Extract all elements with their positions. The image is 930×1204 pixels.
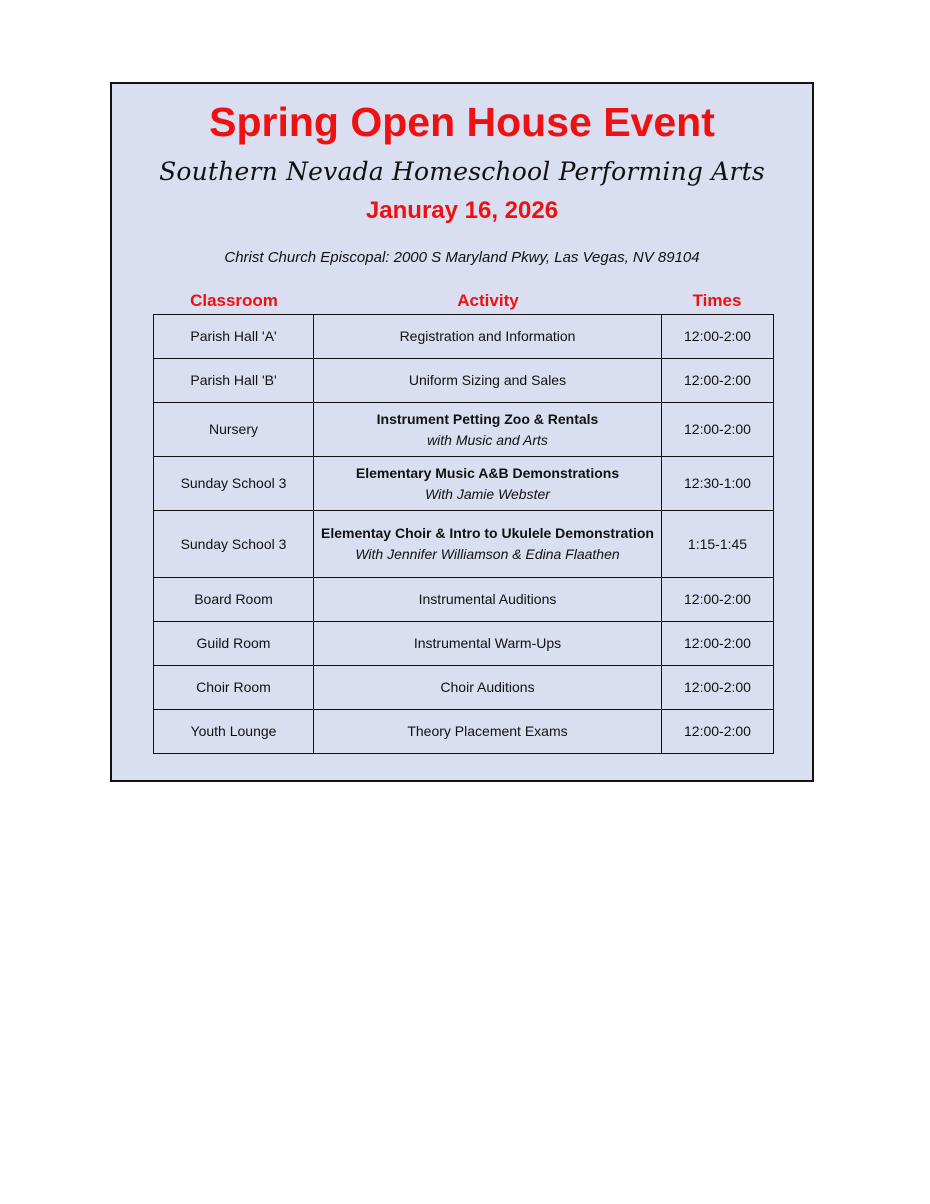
activity-label: Instrumental Auditions [418, 591, 557, 607]
time-cell: 12:00-2:00 [662, 710, 774, 754]
time-cell: 12:00-2:00 [662, 666, 774, 710]
classroom-cell: Choir Room [154, 666, 314, 710]
classroom-cell: Parish Hall 'A' [154, 315, 314, 359]
time-cell: 12:00-2:00 [662, 359, 774, 403]
header-classroom: Classroom [190, 291, 278, 310]
table-row [154, 666, 774, 710]
classroom-cell: Guild Room [154, 622, 314, 666]
table-row [154, 511, 774, 578]
activity-label: Uniform Sizing and Sales [408, 372, 567, 388]
classroom-cell: Youth Lounge [154, 710, 314, 754]
classroom-cell: Sunday School 3 [154, 511, 314, 578]
classroom-cell: Sunday School 3 [154, 457, 314, 511]
header-times: Times [692, 291, 742, 310]
classroom-cell: Parish Hall 'B' [154, 359, 314, 403]
activity-cell [314, 666, 662, 710]
activity-cell [314, 403, 662, 457]
activity-cell [314, 315, 662, 359]
activity-cell [314, 622, 662, 666]
activity-cell [314, 511, 662, 578]
time-cell: 12:00-2:00 [662, 315, 774, 359]
activity-label: Instrumental Warm-Ups [413, 635, 562, 651]
time-cell: 12:30-1:00 [662, 457, 774, 511]
event-flyer [110, 82, 814, 782]
header-activity: Activity [457, 291, 519, 310]
activity-cell [314, 359, 662, 403]
activity-label: Theory Placement Exams [407, 723, 568, 739]
activity-label: Instrument Petting Zoo & Rentals [376, 410, 599, 427]
schedule-table [153, 314, 774, 754]
table-row [154, 710, 774, 754]
activity-label: Elementary Music A&B Demonstrations [355, 464, 620, 481]
time-cell: 12:00-2:00 [662, 622, 774, 666]
activity-cell [314, 578, 662, 622]
table-row [154, 315, 774, 359]
table-row [154, 457, 774, 511]
event-title: Spring Open House Event [209, 99, 715, 145]
time-cell: 12:00-2:00 [662, 578, 774, 622]
activity-label: Registration and Information [399, 328, 576, 344]
table-row [154, 403, 774, 457]
activity-host: With Jennifer Williamson & Edina Flaathen [355, 546, 620, 562]
activity-cell [314, 457, 662, 511]
time-cell: 1:15-1:45 [662, 511, 774, 578]
classroom-cell: Board Room [154, 578, 314, 622]
organization-name: Southern Nevada Homeschool Performing Arts [159, 157, 765, 186]
classroom-cell: Nursery [154, 403, 314, 457]
activity-label: Choir Auditions [440, 679, 535, 695]
activity-cell [314, 710, 662, 754]
event-date: Januray 16, 2026 [365, 197, 559, 224]
table-row [154, 622, 774, 666]
activity-label: Elementay Choir & Intro to Ukulele Demonstration [321, 525, 654, 541]
time-cell: 12:00-2:00 [662, 403, 774, 457]
table-row [154, 578, 774, 622]
event-address: Christ Church Episcopal: 2000 S Maryland Pkwy, Las Vegas, NV 89104 [224, 249, 700, 266]
activity-host: with Music and Arts [427, 431, 548, 448]
activity-host: With Jamie Webster [425, 485, 550, 502]
table-row [154, 359, 774, 403]
